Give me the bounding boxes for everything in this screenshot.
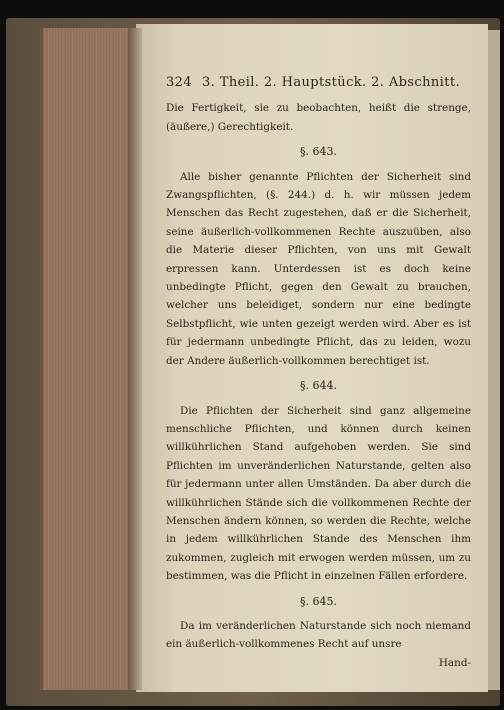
running-header xyxy=(166,74,471,92)
page-number: 324 xyxy=(166,75,193,90)
page-edges xyxy=(40,28,135,690)
section-text-643: Alle bisher genannte Pflichten der Sicherheit sind Zwangspflichten, (§. 244.) d. h. wir müssen jedem Menschen das Recht zugestehen, daß er die Sicherheit, seine äußerlich-vollkommenen Rechte auszuüben, also die Materie dieser Pflichten, von uns mit Gewalt erpressen kann. Unterdessen ist es doch keine unbedingte Pflicht, gegen den Gewalt zu brauchen, welcher uns beleidiget, sondern nur eine bedingte Selbstpflicht, wie unten gezeigt werden wird. Aber es ist für jedermann unbedingte Pflicht, das zu leiden, wozu der Andere äußerlich-vollkommen berechtiget ist. xyxy=(166,170,471,367)
intro-paragraph: Die Fertigkeit, sie zu beobachten, heißt die strenge, (äußere,) Gerechtigkeit. xyxy=(166,102,471,133)
page-text xyxy=(166,74,471,672)
section-text-644: Die Pflichten der Sicherheit sind ganz allgemeine menschliche Pflichten, und können durch keinen willkührlichen Stand aufgehoben werden. Sie sind Pflichten im unveränderlichen Naturstande, gelten also für jedermann unter allen Umständen. Da aber durch die willkührlichen Stände sich die vollkommenen Rechte der Menschen ändern können, so werden die Rechte, welche in jedem willkührlichen Stande des Menschen ihm zukommen, zugleich mit erwogen werden müssen, um zu bestimmen, was die Pflicht in einzelnen Fällen erfordere. xyxy=(166,404,471,583)
catchword: Hand- xyxy=(438,656,471,669)
running-title: 3. Theil. 2. Hauptstück. 2. Abschnitt. xyxy=(202,75,460,90)
section-heading-644: §. 644. xyxy=(300,379,337,393)
section-heading-645: §. 645. xyxy=(300,594,337,608)
page-gutter xyxy=(128,28,142,690)
section-heading-643: §. 643. xyxy=(300,145,337,159)
facing-page-edge xyxy=(488,30,500,690)
section-text-645: Da im veränderlichen Naturstande sich noch niemand ein äußerlich-vollkommenes Recht auf unsre xyxy=(166,619,471,651)
